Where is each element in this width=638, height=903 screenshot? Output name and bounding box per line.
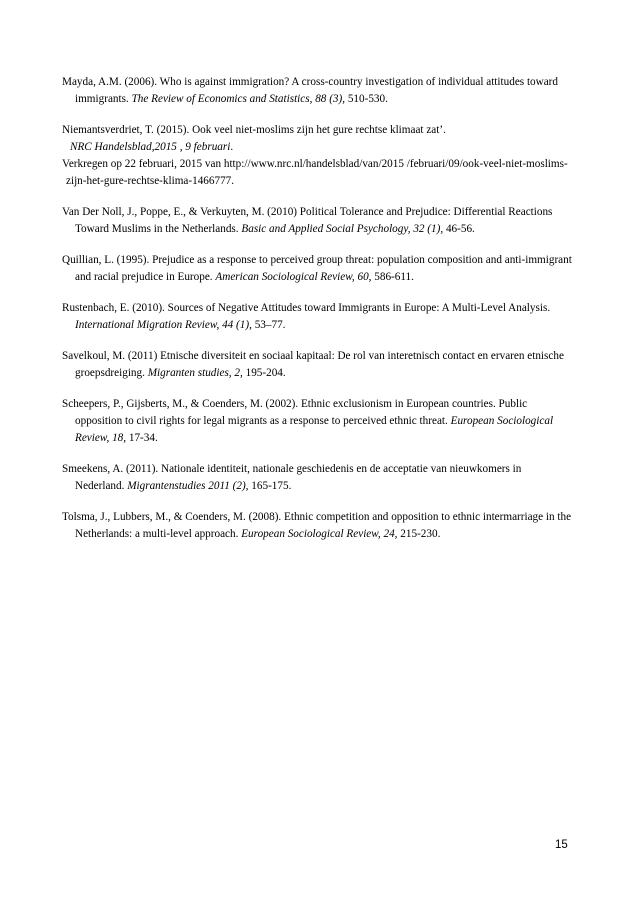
reference-list [62,74,572,557]
reference-text: Rustenbach, E. (2010). Sources of Negative Attitudes toward Immigrants in Europe: A Multi-Level Analysis. [62,302,551,314]
reference-text: Smeekens, A. (2011). Nationale identiteit, nationale geschiedenis en de acceptatie van nieuwkomers in Nederland. [62,463,522,492]
reference-text: Tolsma, J., Lubbers, M., & Coenders, M. (2008). Ethnic competition and opposition to ethnic intermarriage in the Netherlands: a multi-level approach. [62,511,572,540]
reference-text: , [309,93,316,105]
journal-title: Migranten studies, 2, [147,367,243,379]
reference-rustenbach [62,300,572,334]
newspaper-title: NRC Handelsblad,2015 , 9 februari [70,141,231,153]
journal-title: European Sociological Review, 24, [241,528,398,540]
reference-pages: , 510-530. [342,93,388,105]
reference-pages: 46-56. [443,223,475,235]
reference-pages: 195-204. [242,367,286,379]
reference-pages: 215-230. [397,528,441,540]
reference-mayda [62,74,572,108]
journal-title: The Review of Economics and Statistics [131,93,310,105]
reference-text: . [230,141,234,153]
reference-text: Van Der Noll, J., Poppe, E., & Verkuyten, M. (2010) Political Tolerance and Prejudice: Differential Reactions Toward Muslims in the Netherlands. [62,206,553,235]
reference-pages: 165-175. [248,480,292,492]
page-number: 15 [555,839,568,851]
journal-title: Migrantenstudies 2011 (2), [127,480,249,492]
reference-van-der-noll [62,204,572,238]
reference-smeekens [62,461,572,495]
reference-pages: 586-611. [371,271,414,283]
journal-title: European Sociological Review, 18, [75,415,554,444]
journal-title: American Sociological Review, 60, [215,271,372,283]
reference-text: Quillian, L. (1995). Prejudice as a response to perceived group threat: population composition and anti-immigrant and racial prejudice in Europe. [62,254,572,283]
reference-scheepers [62,396,572,447]
reference-pages: 17-34. [126,432,158,444]
reference-quillian [62,252,572,286]
journal-volume: 88 (3) [315,93,343,105]
journal-title: Basic and Applied Social Psychology, 32 (1), [241,223,444,235]
retrieval-statement: Verkregen op 22 februari, 2015 van http://www.nrc.nl/handelsblad/van/2015 /februari/09/ook-veel-niet-moslims-zijn-het-gure-rechtse-klima-1466777. [62,158,568,187]
reference-text: Niemantsverdriet, T. (2015). Ook veel niet-moslims zijn het gure rechtse klimaat zat’. [62,124,446,136]
reference-niemantsverdriet [62,122,572,190]
reference-pages: 53–77. [251,319,286,331]
newspaper-line [62,139,572,156]
reference-text: Savelkoul, M. (2011) Etnische diversiteit en sociaal kapitaal: De rol van interetnisch contact en ervaren etnische groepsdreiging. [62,350,564,379]
reference-text: Mayda, A.M. (2006). Who is against immigration? A cross-country investigation of individual attitudes toward immigrants. [62,76,559,105]
reference-tolsma [62,509,572,543]
journal-title: International Migration Review, 44 (1), [75,319,252,331]
reference-savelkoul [62,348,572,382]
reference-text: Scheepers, P., Gijsberts, M., & Coenders, M. (2002). Ethnic exclusionism in European countries. Public opposition to civil rights for legal migrants as a response to perceived ethnic threat. [62,398,528,427]
